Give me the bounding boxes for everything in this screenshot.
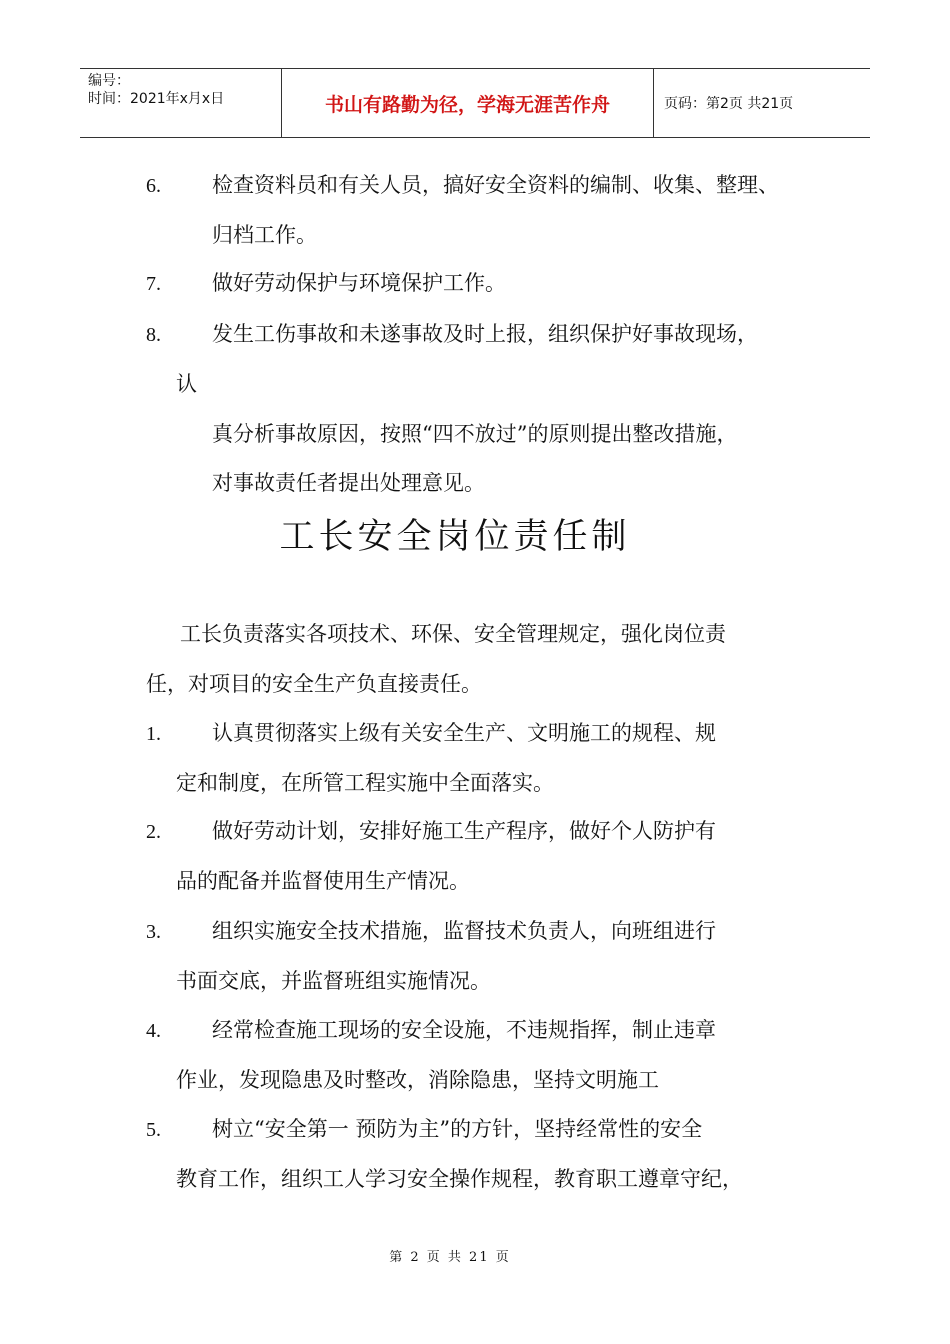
header-motto: 书山有路勤为径，学海无涯苦作舟	[282, 69, 654, 137]
item-text: 真分析事故原因，按照“四不放过”的原则提出整改措施，	[212, 422, 738, 446]
item-text: 品的配备并监督使用生产情况。	[176, 869, 470, 893]
item-text: 经常检查施工现场的安全设施，不违规指挥，制止违章	[212, 1018, 716, 1042]
item-number: 7.	[146, 273, 161, 295]
item-text: 认	[176, 372, 197, 396]
header-meta	[80, 69, 282, 137]
item-number: 4.	[146, 1020, 161, 1042]
section-title: 工长安全岗位责任制	[279, 517, 631, 557]
item-text: 认真贯彻落实上级有关安全生产、文明施工的规程、规	[212, 721, 716, 745]
item-text: 做好劳动计划，安排好施工生产程序，做好个人防护有	[212, 819, 716, 843]
item-number: 5.	[146, 1119, 161, 1141]
item-text: 教育工作，组织工人学习安全操作规程，教育职工遵章守纪，	[176, 1167, 743, 1191]
document-header	[80, 68, 870, 138]
item-text: 书面交底，并监督班组实施情况。	[176, 969, 491, 993]
item-text: 发生工伤事故和未遂事故及时上报，组织保护好事故现场，	[212, 322, 758, 346]
item-text: 检查资料员和有关人员，搞好安全资料的编制、收集、整理、	[212, 173, 779, 197]
item-text: 定和制度，在所管工程实施中全面落实。	[176, 771, 554, 795]
intro-text: 任，对项目的安全生产负直接责任。	[146, 672, 482, 696]
item-number: 2.	[146, 821, 161, 843]
item-text: 归档工作。	[212, 223, 317, 247]
item-text: 对事故责任者提出处理意见。	[212, 471, 485, 495]
item-text: 组织实施安全技术措施，监督技术负责人，向班组进行	[212, 919, 716, 943]
time-label: 时间：2021年x月x日	[88, 91, 225, 107]
item-text: 树立“安全第一 预防为主”的方针，坚持经常性的安全	[212, 1117, 703, 1141]
item-number: 6.	[146, 175, 161, 197]
header-page-info: 页码：第2页 共21页	[664, 96, 794, 112]
item-number: 8.	[146, 324, 161, 346]
item-number: 1.	[146, 723, 161, 745]
item-text: 做好劳动保护与环境保护工作。	[212, 271, 506, 295]
page-footer: 第 2 页 共 21 页	[389, 1250, 511, 1265]
item-text: 作业，发现隐患及时整改，消除隐患，坚持文明施工	[176, 1068, 659, 1092]
item-number: 3.	[146, 921, 161, 943]
number-label: 编号：	[88, 73, 130, 89]
intro-text: 工长负责落实各项技术、环保、安全管理规定，强化岗位责	[180, 622, 726, 646]
